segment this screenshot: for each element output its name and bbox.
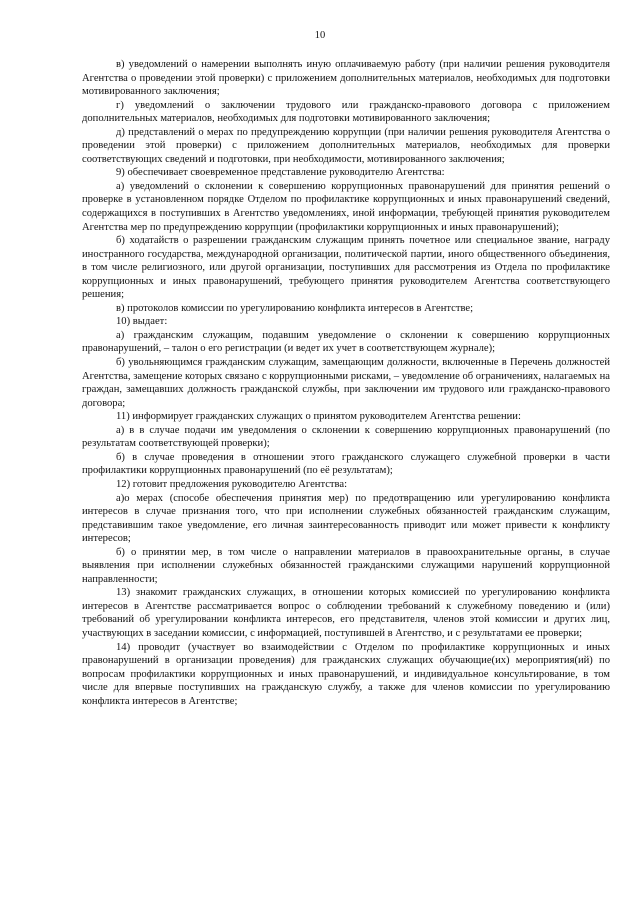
paragraph-9-v: в) протоколов комиссии по урегулированию конфликта интересов в Агентстве; — [116, 302, 474, 314]
paragraph-12-b: б) о принятии мер, в том числе о направлении материалов в правоохранительные органы, в случае выявления при исполнении служебных обязанностей гражданскими служащими нарушений коррупционной направленности; — [82, 546, 610, 585]
paragraph-item-14: 14) проводит (участвует во взаимодействии с Отделом по профилактике коррупционных и иных правонарушений в организации проведения) для гражданских служащих обучающие(их) мероприятия(ий) по вопросам профилактики коррупционных и иных правонарушений, и индивидуальное консультирование, в том числе для впервые поступивших на гражданскую службу, а также для членов комиссии по урегулированию конфликта интересов в Агентстве; — [82, 641, 610, 707]
paragraph-11-a: а) в в случае подачи им уведомления о склонении к совершению коррупционных правонарушений (по результатам соответствующей проверки); — [82, 424, 610, 450]
paragraph-g-notice-contract: г) уведомлений о заключении трудового или гражданско-правового договора с приложением дополнительных материалов, необходимых для подготовки мотивированного заключения; — [82, 99, 610, 125]
paragraph-v-notice-paid-work: в) уведомлений о намерении выполнять иную оплачиваемую работу (при наличии решения руководителя Агентства о проведении этой проверки) с приложением дополнительных материалов, необходимых для подготовки мотивированного заключения; — [82, 59, 610, 98]
paragraph-item-10: 10) выдает: — [116, 316, 168, 328]
document-body — [82, 58, 610, 708]
paragraph-item-12: 12) готовит предложения руководителю Агентства: — [116, 478, 348, 490]
paragraph-9-a: а) уведомлений о склонении к совершению коррупционных правонарушений для принятия решений о проверке в установленном порядке Отделом по профилактике коррупционных и иных правонарушений сведений, содержащихся в поступивших в Агентство уведомлениях, иной информации, требующей принятия руководителем Агентства мер по предупреждению коррупции (профилактики коррупционных и иных правонарушений); — [82, 180, 610, 233]
paragraph-9-b: б) ходатайств о разрешении гражданским служащим принять почетное или специальное звание, награду иностранного государства, международной организации, политической партии, иного общественного объединения, в том числе религиозного, или другой организации, поступивших для рассмотрения из Отдела по профилактике коррупционных и иных правонарушений, требующего принятия руководителем Агентства соответствующего решения; — [82, 235, 610, 301]
page-number: 10 — [314, 30, 326, 41]
paragraph-12-a: а)о мерах (способе обеспечения принятия мер) по предотвращению или урегулированию конфликта интересов в случае признания того, что при исполнении служебных обязанностей гражданским служащим, представившим такое уведомление, его личная заинтересованность приводит или может привести к конфликту интересов; — [82, 492, 610, 545]
paragraph-item-9: 9) обеспечивает своевременное представление руководителю Агентства: — [116, 167, 445, 179]
paragraph-item-11: 11) информирует гражданских служащих о принятом руководителем Агентства решении: — [116, 411, 521, 423]
paragraph-d-corruption-measures: д) представлений о мерах по предупреждению коррупции (при наличии решения руководителя Агентства о проведении этой проверки) с приложением дополнительных материалов, необходимых для проверки соответствующих сведений и подготовки, при необходимости, мотивированного заключения; — [82, 126, 610, 165]
paragraph-10-b: б) увольняющимся гражданским служащим, замещающим должности, включенные в Перечень должностей Агентства, замещение которых связано с коррупционными рисками, – уведомление об ограничениях, налагаемых на граждан, замещавших должность гражданской службы, при заключении им трудового или гражданско-правового договора; — [82, 357, 610, 409]
paragraph-11-b: б) в случае проведения в отношении этого гражданского служащего служебной проверки в части профилактики коррупционных правонарушений (по её результатам); — [82, 451, 610, 477]
paragraph-item-13: 13) знакомит гражданских служащих, в отношении которых комиссией по урегулированию конфликта интересов в Агентстве рассматривается вопрос о соблюдении требований к служебному поведению и (или) требований об урегулировании конфликта интересов, его представителя, членов этой комиссии и других лиц, участвующих в заседании комиссии, с информацией, поступившей в Агентство, и с результатами ее проверки; — [82, 587, 610, 639]
paragraph-10-a: а) гражданским служащим, подавшим уведомление о склонении к совершению коррупционных правонарушений, – талон о его регистрации (и ведет их учет в соответствующем журнале); — [82, 329, 610, 355]
